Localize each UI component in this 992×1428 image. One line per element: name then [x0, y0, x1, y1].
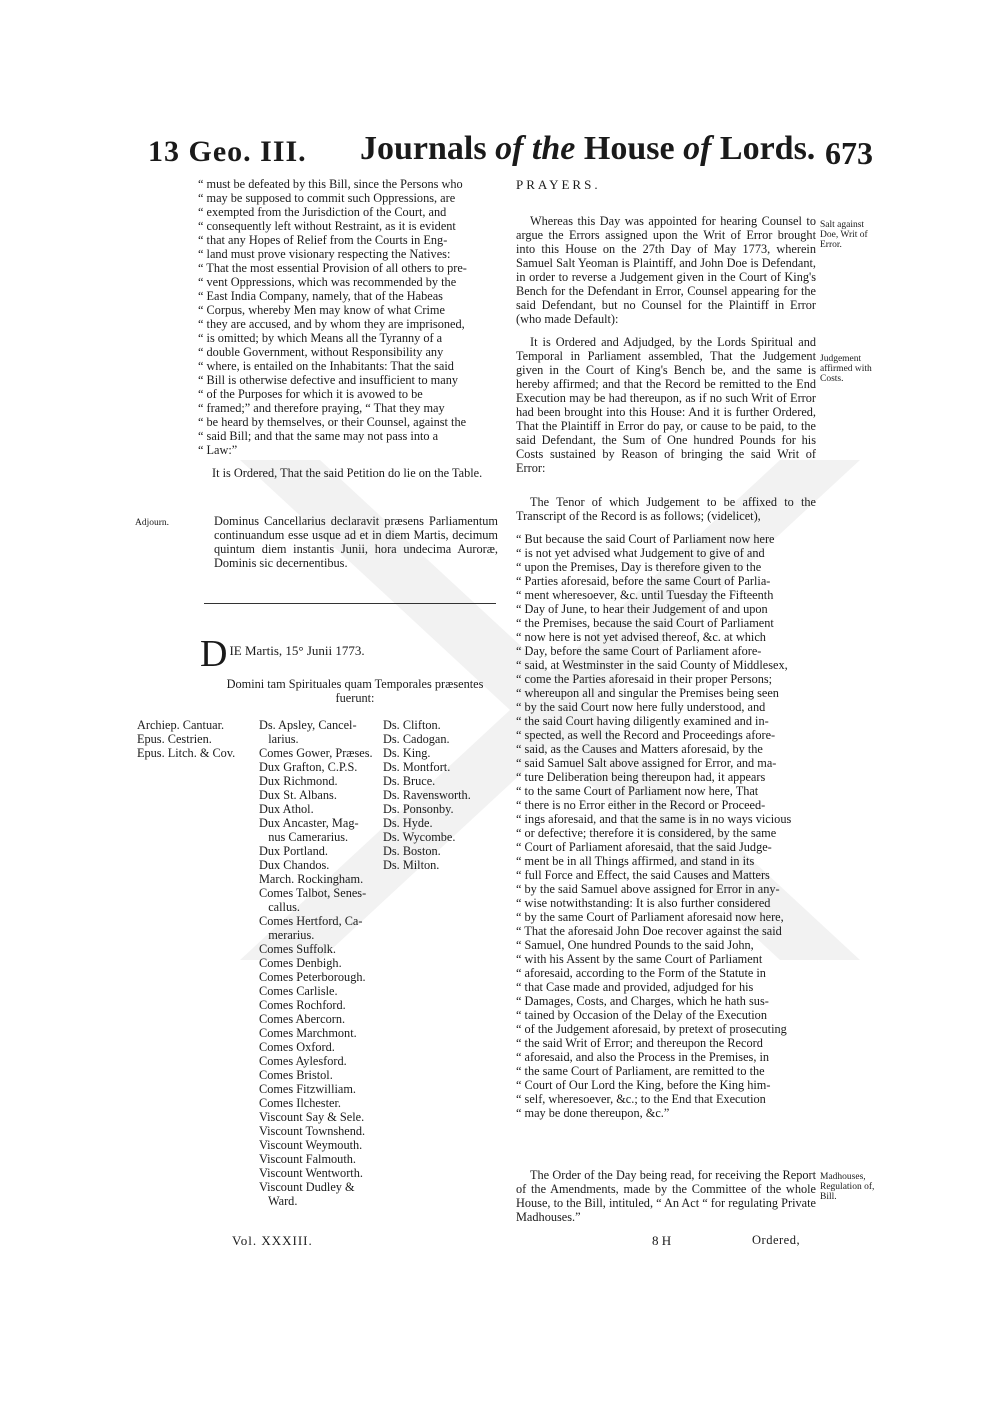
lords-list-spiritual [137, 718, 257, 760]
quote-line: “ aforesaid, according to the Form of the Statute in [516, 966, 766, 980]
lord-entry: merarius. [259, 928, 315, 942]
quote-line: “ ings aforesaid, and that the same is in no ways vicious [516, 812, 792, 826]
quote-line: “ spected, as well the Record and Proceedings afore- [516, 728, 776, 742]
section-rule [204, 603, 496, 604]
quote-line: “ with his Assent by the same Court of Parliament [516, 952, 763, 966]
ordered-petition: It is Ordered, That the said Petition do lie on the Table. [212, 466, 483, 480]
petition-line: “ Law:” [198, 443, 238, 457]
quote-line: “ the Premises, because the said Court of Parliament [516, 616, 774, 630]
petition-line: “ of the Purposes for which it is avowed to be [198, 387, 423, 401]
quote-line: “ by the said Samuel above assigned for Error in any- [516, 882, 780, 896]
lord-entry: Ward. [259, 1194, 298, 1208]
lord-entry: Comes Fitzwilliam. [259, 1082, 357, 1096]
paragraph-tenor: The Tenor of which Judgement to be affixed to the Transcript of the Record is as follows; (videlicet), [516, 495, 816, 523]
lord-entry: Ds. Ponsonby. [383, 802, 454, 816]
petition-line: “ framed;” and therefore praying, “ That they may [198, 401, 445, 415]
title-of-2: of [683, 130, 712, 167]
quote-line: “ That the aforesaid John Doe recover against the said [516, 924, 782, 938]
lord-entry: Viscount Falmouth. [259, 1152, 356, 1166]
quote-line: “ said, at Westminster in the said County of Middlesex, [516, 658, 788, 672]
lord-entry: Comes Talbot, Senes- [259, 886, 367, 900]
quote-line: “ But because the said Court of Parliament now here [516, 532, 775, 546]
lord-entry: Dux St. Albans. [259, 788, 337, 802]
judgement-quote [516, 532, 816, 1120]
drop-capital: D [200, 633, 228, 675]
lord-entry: Comes Marchmont. [259, 1026, 357, 1040]
petition-line: “ that any Hopes of Relief from the Courts in Eng- [198, 233, 448, 247]
petition-line: “ exempted from the Jurisdiction of the Court, and [198, 205, 447, 219]
lord-entry: Ds. King. [383, 746, 431, 760]
title-the: the [531, 130, 576, 167]
title-journals: Journals [360, 130, 487, 167]
quote-line: “ Court of Our Lord the King, before the King him- [516, 1078, 771, 1092]
quote-line: “ full Force and Effect, the said Causes and Matters [516, 868, 770, 882]
petition-line: “ is omitted; by which Means all the Tyranny of a [198, 331, 443, 345]
lord-entry: Viscount Weymouth. [259, 1138, 363, 1152]
day-heading [200, 633, 500, 675]
lord-entry: Comes Suffolk. [259, 942, 336, 956]
quote-line: “ Parties aforesaid, before the same Court of Parlia- [516, 574, 771, 588]
sheet-signature: 8 H [652, 1233, 672, 1248]
lord-entry: Comes Peterborough. [259, 970, 366, 984]
petition-line: “ Bill is otherwise defective and insufficient to many [198, 373, 458, 387]
quote-line: “ said, as the Causes and Matters aforesaid, by the [516, 742, 763, 756]
prayers-heading: PRAYERS. [516, 177, 601, 192]
lord-entry: Comes Bristol. [259, 1068, 333, 1082]
lord-entry: callus. [259, 900, 300, 914]
lord-entry: Viscount Say & Sele. [259, 1110, 365, 1124]
petition-line: “ where, is entailed on the Inhabitants: That the said [198, 359, 454, 373]
lord-entry: Ds. Milton. [383, 858, 440, 872]
margin-note-salt-doe: Salt against Doe, Writ of Error. [820, 220, 868, 250]
petition-line: “ double Government, without Responsibility any [198, 345, 444, 359]
quote-line: “ ment be in all Things affirmed, and stand in its [516, 854, 755, 868]
lord-entry: Comes Rochford. [259, 998, 346, 1012]
petition-line: “ must be defeated by this Bill, since the Persons who [198, 177, 463, 191]
lords-list-temporal-1 [259, 718, 381, 1208]
quote-line: “ wise notwithstanding: It is also further considered [516, 896, 771, 910]
lord-entry: Comes Denbigh. [259, 956, 342, 970]
quote-line: “ by the said Court now here fully understood, and [516, 700, 766, 714]
quote-line: “ aforesaid, and also the Process in the Premises, in [516, 1050, 770, 1064]
petition-line: “ may be supposed to commit such Oppressions, are [198, 191, 456, 205]
petition-line: “ they are accused, and by whom they are imprisoned, [198, 317, 465, 331]
lord-entry: Ds. Apsley, Cancel- [259, 718, 357, 732]
title-of-1: of [495, 130, 524, 167]
lord-entry: Archiep. Cantuar. [137, 718, 225, 732]
quote-line: “ may be done thereupon, &c.” [516, 1106, 670, 1120]
lord-entry: Epus. Litch. & Cov. [137, 746, 236, 760]
quote-line: “ said Samuel Salt above assigned for Error, and ma- [516, 756, 777, 770]
lord-entry: Comes Aylesford. [259, 1054, 347, 1068]
lord-entry: larius. [259, 732, 299, 746]
lord-entry: Comes Gower, Præses. [259, 746, 373, 760]
quote-line: “ by the same Court of Parliament aforesaid now here, [516, 910, 784, 924]
lord-entry: Ds. Hyde. [383, 816, 433, 830]
paragraph-adjudged: It is Ordered and Adjudged, by the Lords Spiritual and Temporal in Parliament assembled, That the Judgement given in the Court of King's Bench be, and the same is hereby affirmed; and that the Record be remitted to the End Execution may be had thereupon, as if no such Writ of Error had been brought into this House: And it is further Ordered, That the Plaintiff in Error do pay, or cause to be paid, to the said Defendant, the Sum of One hundred Pounds for his Costs sustained by Reason of bringing the said Writ of Error: [516, 335, 816, 475]
margin-note-madhouses: Madhouses, Regulation of, Bill. [820, 1172, 875, 1202]
petition-line: “ consequently left without Restraint, as it is evident [198, 219, 456, 233]
petition-line: “ vent Oppressions, which was recommended by the [198, 275, 457, 289]
quote-line: “ upon the Premises, Day is therefore given to the [516, 560, 762, 574]
present-heading: Domini tam Spirituales quam Temporales præsentes fuerunt: [226, 677, 484, 705]
lord-entry: Ds. Boston. [383, 844, 441, 858]
quote-line: “ ment wheresoever, &c. until Tuesday the Fifteenth [516, 588, 774, 602]
quote-line: “ Day, before the same Court of Parliament afore- [516, 644, 762, 658]
lord-entry: Ds. Montfort. [383, 760, 451, 774]
lord-entry: Viscount Wentworth. [259, 1166, 363, 1180]
petition-line: “ That the most essential Provision of all others to pre- [198, 261, 467, 275]
petition-text [198, 177, 498, 480]
quote-line: “ that Case made and provided, adjudged for his [516, 980, 754, 994]
page-number: 673 [825, 135, 873, 171]
right-column-text [516, 214, 816, 1224]
lord-entry: Viscount Townshend. [259, 1124, 366, 1138]
lord-entry: Comes Oxford. [259, 1040, 335, 1054]
quote-line: “ is not yet advised what Judgement to give of and [516, 546, 765, 560]
lord-entry: Comes Abercorn. [259, 1012, 346, 1026]
lord-entry: Comes Hertford, Ca- [259, 914, 363, 928]
quote-line: “ come the Parties aforesaid in their proper Persons; [516, 672, 773, 686]
lord-entry: Dux Chandos. [259, 858, 330, 872]
lord-entry: Dux Portland. [259, 844, 328, 858]
quote-line: “ Damages, Costs, and Charges, which he hath sus- [516, 994, 769, 1008]
quote-line: “ Court of Parliament aforesaid, that the said Judge- [516, 840, 772, 854]
lord-entry: Ds. Wycombe. [383, 830, 456, 844]
quote-line: “ self, wheresoever, &c.; to the End that Execution [516, 1092, 766, 1106]
petition-line: “ Corpus, whereby Men may know of what Crime [198, 303, 445, 317]
quote-line: “ to the same Court of Parliament now here, That [516, 784, 759, 798]
quote-line: “ ture Deliberation being thereupon had, it appears [516, 770, 766, 784]
regnal-year: 13 Geo. III. [148, 135, 307, 168]
lord-entry: Dux Athol. [259, 802, 314, 816]
petition-line: “ said Bill; and that the same may not pass into a [198, 429, 439, 443]
title-house: House [583, 130, 675, 167]
margin-note-adjourn: Adjourn. [135, 518, 170, 528]
lord-entry: Ds. Clifton. [383, 718, 441, 732]
lord-entry: Comes Carlisle. [259, 984, 338, 998]
quote-line: “ or defective; therefore it is considered, by the same [516, 826, 777, 840]
quote-line: “ the said Court having diligently examined and in- [516, 714, 769, 728]
lord-entry: Comes Ilchester. [259, 1096, 341, 1110]
lord-entry: Epus. Cestrien. [137, 732, 212, 746]
quote-line: “ now here is not yet advised thereof, &c. at which [516, 630, 766, 644]
lord-entry: Dux Richmond. [259, 774, 338, 788]
quote-line: “ the same Court of Parliament, are remitted to the [516, 1064, 765, 1078]
title-lords: Lords. [719, 130, 816, 167]
paragraph-hearing: Whereas this Day was appointed for hearing Counsel to argue the Errors assigned upon the Writ of Error brought into this House on the 27th Day of May 1773, wherein Samuel Salt Yeoman is Plaintiff, and John Doe is Defendant, in order to reverse a Judgement given in the Court of King's Bench for the Defendant in Error, Counsel appearing for the said Defendant, but no Counsel for the Plaintiff in Error (who made Default): [516, 214, 816, 326]
petition-line: “ land must prove visionary respecting the Natives: [198, 247, 451, 261]
lords-list-temporal-2 [383, 718, 503, 872]
lord-entry: Dux Grafton, C.P.S. [259, 760, 358, 774]
lord-entry: Ds. Bruce. [383, 774, 436, 788]
quote-line: “ there is no Error either in the Record or Proceed- [516, 798, 766, 812]
lord-entry: nus Camerarius. [259, 830, 349, 844]
quote-line: “ whereupon all and singular the Premises being seen [516, 686, 779, 700]
lord-entry: Dux Ancaster, Mag- [259, 816, 359, 830]
paragraph-madhouses: The Order of the Day being read, for receiving the Report of the Amendments, made by the Committee of the whole House, to the Bill, intituled, “ An Act “ for regulating Private Madhouses.” [516, 1168, 816, 1224]
petition-line: “ be heard by themselves, or their Counsel, against the [198, 415, 467, 429]
lord-entry: Ds. Ravensworth. [383, 788, 471, 802]
quote-line: “ of the Judgement aforesaid, by pretext of prosecuting [516, 1022, 787, 1036]
quote-line: “ Day of June, to hear their Judgement of and upon [516, 602, 768, 616]
journal-title [360, 130, 815, 168]
lord-entry: Viscount Dudley & [259, 1180, 355, 1194]
quote-line: “ tained by Occasion of the Delay of the Execution [516, 1008, 767, 1022]
margin-note-judgement: Judgement affirmed with Costs. [820, 354, 872, 384]
petition-quote [198, 177, 498, 457]
quote-line: “ Samuel, One hundred Pounds to the said John, [516, 938, 754, 952]
petition-line: “ East India Company, namely, that of the Habeas [198, 289, 443, 303]
adjourn-text: Dominus Cancellarius declaravit præsens Parliamentum continuandum esse usque ad et in diem Martis, decimum quintum diem instantis Junii, hora undecima Auroræ, Dominis sic decernentibus. [214, 514, 498, 570]
day-date: IE Martis, 15° Junii 1773. [229, 643, 365, 658]
volume-signature: Vol. XXXIII. [232, 1233, 313, 1248]
quote-line: “ the said Writ of Error; and thereupon the Record [516, 1036, 763, 1050]
lord-entry: Ds. Cadogan. [383, 732, 450, 746]
lord-entry: March. Rockingham. [259, 872, 364, 886]
catchword: Ordered, [752, 1233, 801, 1247]
